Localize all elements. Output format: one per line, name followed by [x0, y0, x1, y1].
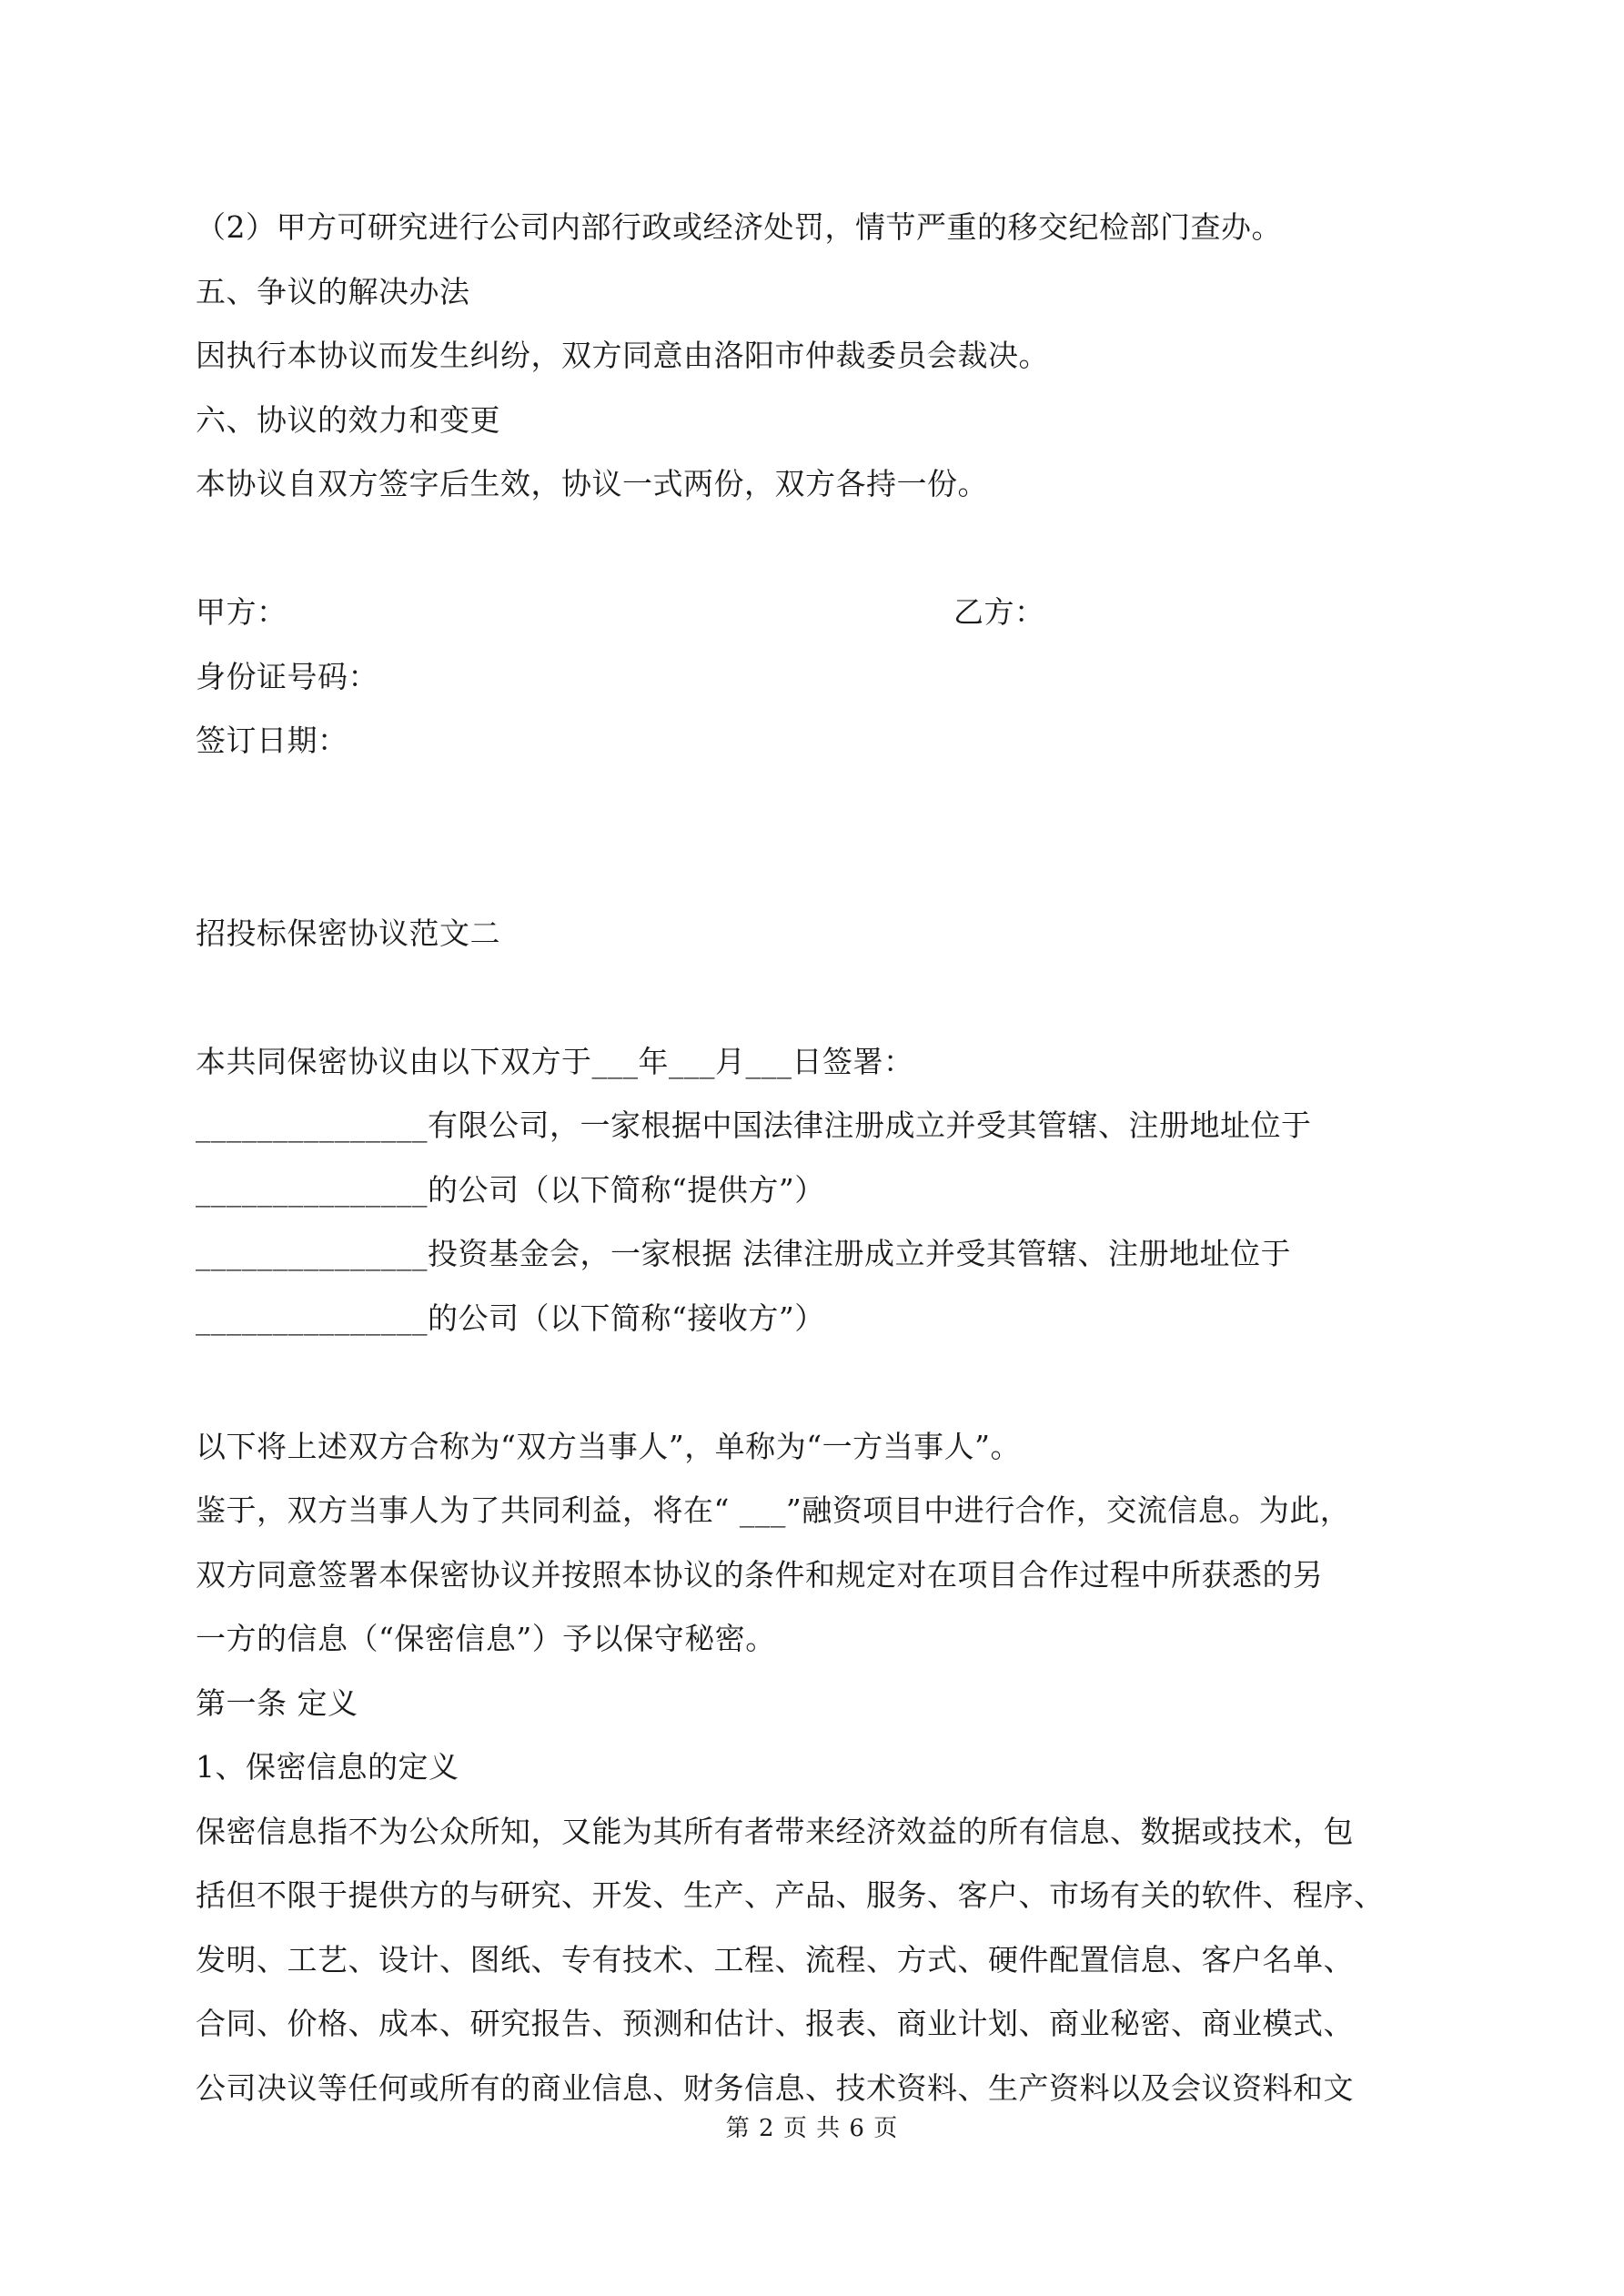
paragraph-line: 保密信息指不为公众所知，又能为其所有者带来经济效益的所有信息、数据或技术，包 — [196, 1813, 1354, 1849]
paragraph-line: _______________有限公司，一家根据中国法律注册成立并受其管辖、注册地址位于 — [196, 1108, 1312, 1143]
section-title: 招投标保密协议范文二 — [196, 915, 500, 951]
page-footer: 第 2 页 共 6 页 — [725, 2115, 899, 2142]
article-heading: 第一条 定义 — [196, 1684, 358, 1721]
blank-line — [196, 837, 1447, 902]
id-number-label: 身份证号码： — [196, 658, 378, 694]
sign-date-label: 签订日期： — [196, 723, 348, 758]
heading-validity-changes: 六、协议的效力和变更 — [196, 401, 500, 438]
paragraph-line: 公司决议等任何或所有的商业信息、财务信息、技术资料、生产资料以及会议资料和文 — [196, 2069, 1354, 2106]
paragraph-line: _______________的公司（以下简称“接收方”） — [196, 1300, 825, 1336]
paragraph-line: 双方同意签署本保密协议并按照本协议的条件和规定对在项目合作过程中所获悉的另 — [196, 1556, 1324, 1593]
paragraph-line: 鉴于，双方当事人为了共同利益，将在“ ___”融资项目中进行合作，交流信息。为此， — [196, 1492, 1351, 1528]
blank-line — [196, 774, 1447, 838]
blank-line — [196, 1350, 1447, 1415]
blank-line — [196, 966, 1447, 1030]
paragraph-line: 括但不限于提供方的与研究、开发、生产、产品、服务、客户、市场有关的软件、程序、 — [196, 1877, 1385, 1913]
paragraph-line: _______________投资基金会，一家根据 法律注册成立并受其管辖、注册地址位于 — [196, 1236, 1291, 1271]
blank-line — [196, 517, 1447, 582]
paragraph-line: 以下将上述双方合称为“双方当事人”，单称为“一方当事人”。 — [196, 1428, 1021, 1464]
paragraph-line: 一方的信息（“保密信息”）予以保守秘密。 — [196, 1621, 776, 1656]
subheading: 1、保密信息的定义 — [196, 1749, 459, 1785]
paragraph-line: _______________的公司（以下简称“提供方”） — [196, 1171, 825, 1208]
party-a-label: 甲方： — [196, 594, 287, 630]
paragraph-line: 本共同保密协议由以下双方于___年___月___日签署： — [196, 1043, 914, 1079]
paragraph-line: 合同、价格、成本、研究报告、预测和估计、报表、商业计划、商业秘密、商业模式、 — [196, 2006, 1354, 2041]
party-b-label: 乙方： — [953, 594, 1045, 630]
paragraph-line: 因执行本协议而发生纠纷，双方同意由洛阳市仲裁委员会裁决。 — [196, 338, 1049, 373]
paragraph-line: （2）甲方可研究进行公司内部行政或经济处罚，情节严重的移交纪检部门查办。 — [196, 209, 1282, 245]
paragraph-line: 发明、工艺、设计、图纸、专有技术、工程、流程、方式、硬件配置信息、客户名单、 — [196, 1941, 1354, 1977]
heading-dispute-resolution: 五、争议的解决办法 — [196, 273, 470, 309]
paragraph-line: 本协议自双方签字后生效，协议一式两份，双方各持一份。 — [196, 466, 988, 501]
signature-row — [196, 581, 1447, 645]
document-body — [196, 196, 1447, 2120]
